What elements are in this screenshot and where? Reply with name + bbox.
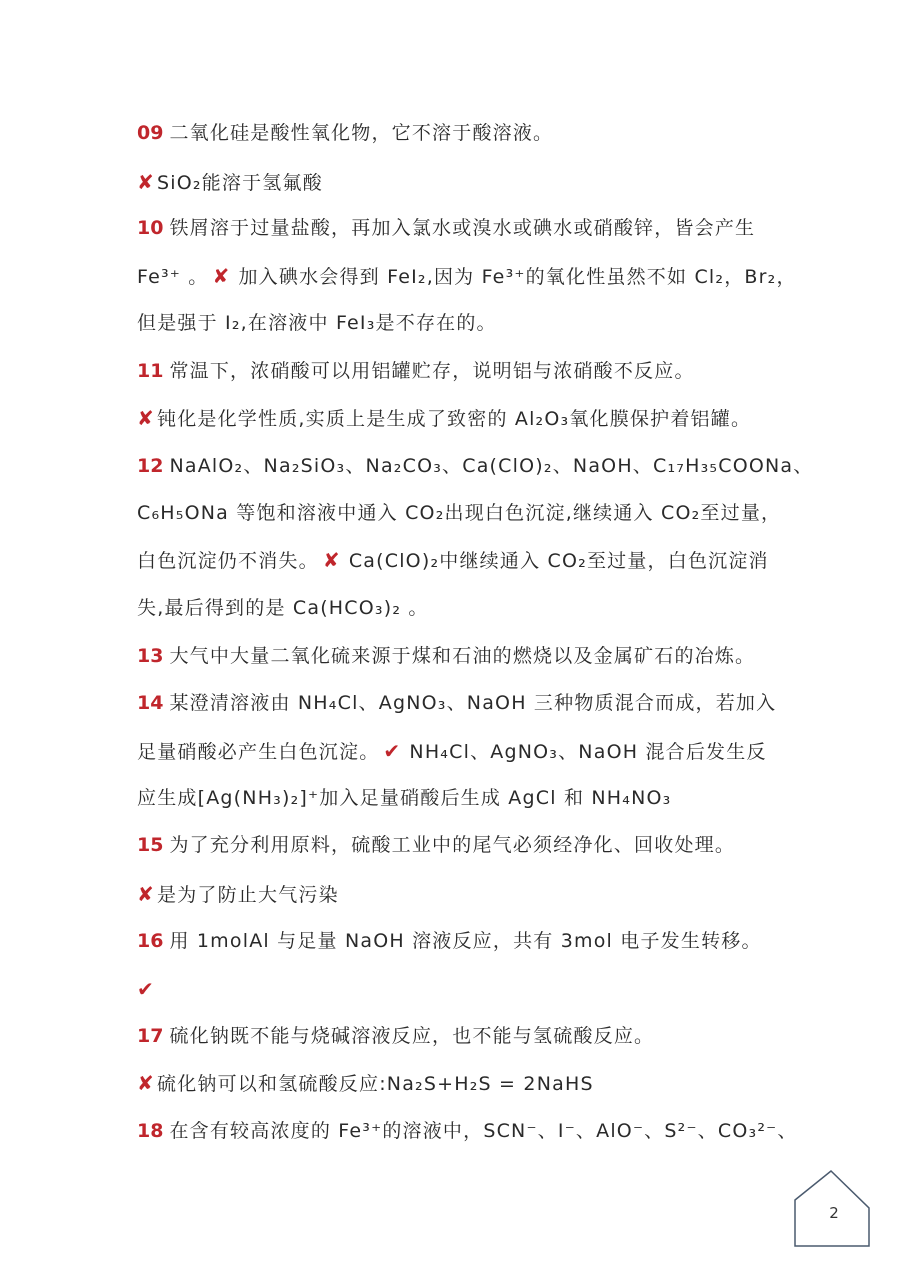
question-number: 13 [137, 645, 164, 667]
question-text: 在含有较高浓度的 Fe³⁺的溶液中，SCN⁻、I⁻、AlO⁻、S²⁻、CO₃²⁻、 [169, 1120, 798, 1142]
question-number: 18 [137, 1120, 164, 1142]
question-text: C₆H₅ONa 等饱和溶液中通入 CO₂出现白色沉淀,继续通入 CO₂至过量， [137, 502, 782, 524]
question-11 [137, 359, 777, 383]
answer-text: SiO₂能溶于氢氟酸 [157, 172, 323, 194]
question-text: 大气中大量二氧化硫来源于煤和石油的燃烧以及金属矿石的冶炼。 [169, 645, 756, 667]
answer-text: Ca(ClO)₂中继续通入 CO₂至过量，白色沉淀消 [348, 550, 769, 572]
question-number: 15 [137, 834, 164, 856]
question-09 [137, 121, 777, 145]
question-number: 12 [137, 455, 164, 477]
answer-text: 加入碘水会得到 FeI₂,因为 Fe³⁺的氧化性虽然不如 Cl₂，Br₂， [238, 266, 797, 288]
question-text-continued: 足量硝酸必产生白色沉淀。 [137, 741, 380, 763]
cross-icon: ✘ [137, 170, 155, 194]
answer-11 [137, 406, 777, 431]
answer-text: 是为了防止大气污染 [157, 884, 339, 906]
question-10 [137, 216, 777, 240]
question-text: 用 1molAl 与足量 NaOH 溶液反应，共有 3mol 电子发生转移。 [169, 930, 762, 952]
cross-icon: ✘ [212, 264, 231, 288]
answer-text: 应生成[Ag(NH₃)₂]⁺加入足量硝酸后生成 AgCl 和 NH₄NO₃ [137, 787, 672, 809]
cross-icon: ✘ [137, 1071, 155, 1095]
question-12-continued [137, 501, 782, 525]
question-text: 常温下，浓硝酸可以用铝罐贮存，说明铝与浓硝酸不反应。 [169, 360, 695, 382]
question-18 [137, 1119, 798, 1143]
question-number: 14 [137, 692, 164, 714]
question-number: 10 [137, 217, 164, 239]
cross-icon: ✘ [322, 548, 341, 572]
cross-icon: ✘ [137, 882, 155, 906]
answer-14-continued [137, 786, 777, 810]
question-14 [137, 691, 777, 715]
answer-14 [137, 739, 777, 764]
answer-text: 失,最后得到的是 Ca(HCO₃)₂ 。 [137, 597, 429, 619]
check-icon: ✔ [383, 739, 402, 763]
question-number: 17 [137, 1025, 164, 1047]
answer-17 [137, 1071, 777, 1096]
question-text: 为了充分利用原料，硫酸工业中的尾气必须经净化、回收处理。 [169, 834, 736, 856]
answer-12 [137, 548, 777, 573]
answer-10-continued [137, 311, 777, 335]
question-text-continued: Fe³⁺ 。 [137, 266, 209, 288]
answer-10 [137, 264, 797, 289]
question-text-continued: 白色沉淀仍不消失。 [137, 550, 319, 572]
answer-15 [137, 882, 777, 907]
question-text: 二氧化硅是酸性氧化物，它不溶于酸溶液。 [169, 122, 554, 144]
answer-16 [137, 977, 777, 1002]
question-16 [137, 929, 777, 953]
check-icon: ✔ [137, 977, 155, 1001]
question-text: 铁屑溶于过量盐酸，再加入氯水或溴水或碘水或硝酸锌，皆会产生 [169, 217, 756, 239]
question-number: 11 [137, 360, 164, 382]
question-number: 09 [137, 122, 164, 144]
question-text: 某澄清溶液由 NH₄Cl、AgNO₃、NaOH 三种物质混合而成，若加入 [169, 692, 777, 714]
question-text: NaAlO₂、Na₂SiO₃、Na₂CO₃、Ca(ClO)₂、NaOH、C₁₇H₃₅COONa、 [169, 455, 814, 477]
answer-12-continued [137, 596, 777, 620]
answer-text: 但是强于 I₂,在溶液中 FeI₃是不存在的。 [137, 312, 497, 334]
answer-text: NH₄Cl、AgNO₃、NaOH 混合后发生反 [409, 741, 767, 763]
cross-icon: ✘ [137, 406, 155, 430]
answer-09 [137, 170, 777, 195]
answer-text: 钝化是化学性质,实质上是生成了致密的 Al₂O₃氧化膜保护着铝罐。 [157, 408, 752, 430]
question-15 [137, 833, 777, 857]
answer-text: 硫化钠可以和氢硫酸反应:Na₂S+H₂S = 2NaHS [157, 1073, 594, 1095]
question-12 [137, 454, 814, 478]
question-13 [137, 644, 777, 668]
page-number: 2 [829, 1204, 839, 1222]
question-17 [137, 1024, 777, 1048]
question-text: 硫化钠既不能与烧碱溶液反应，也不能与氢硫酸反应。 [169, 1025, 655, 1047]
question-number: 16 [137, 930, 164, 952]
